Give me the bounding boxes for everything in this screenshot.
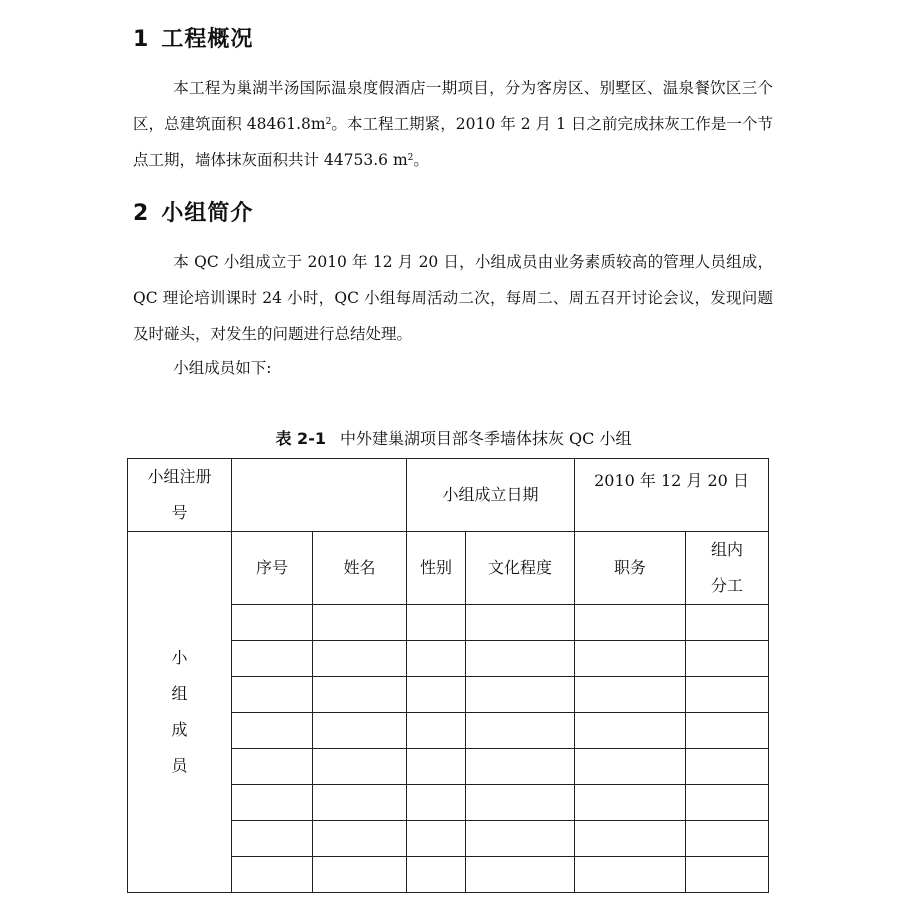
- section-2-number: 2: [133, 201, 150, 226]
- table-cell: [232, 605, 313, 641]
- table-caption: [0, 428, 907, 450]
- section-1-number: 1: [133, 27, 150, 52]
- table-cell: [466, 713, 575, 749]
- qc-group-table: [127, 458, 769, 893]
- table-cell: [686, 821, 769, 857]
- table-cell: [407, 605, 466, 641]
- members-label-char: 成: [171, 720, 188, 739]
- superscript-2-b: 2: [407, 153, 414, 163]
- table-caption-title: 中外建巢湖项目部冬季墙体抹灰 QC 小组: [339, 429, 632, 448]
- table-cell: [407, 749, 466, 785]
- table-cell: [686, 857, 769, 893]
- registration-row: [128, 459, 769, 532]
- column-header-name: 姓名: [313, 532, 407, 605]
- table-cell: [686, 749, 769, 785]
- members-label-cell: [128, 532, 232, 893]
- table-cell: [407, 641, 466, 677]
- table-cell: [313, 713, 407, 749]
- table-cell: [313, 677, 407, 713]
- establish-date-value: 2010 年 12 月 20 日: [575, 459, 769, 532]
- column-header-education: 文化程度: [466, 532, 575, 605]
- table-cell: [686, 641, 769, 677]
- section-2-heading: [133, 196, 253, 227]
- column-header-seq: 序号: [232, 532, 313, 605]
- table-cell: [407, 713, 466, 749]
- table-cell: [407, 785, 466, 821]
- table-cell: [313, 857, 407, 893]
- table-cell: [313, 749, 407, 785]
- table-cell: [313, 785, 407, 821]
- table-cell: [686, 677, 769, 713]
- table-cell: [466, 605, 575, 641]
- column-header-gender: 性别: [407, 532, 466, 605]
- table-cell: [232, 785, 313, 821]
- member-header-row: [128, 532, 769, 605]
- table-cell: [575, 641, 686, 677]
- table-cell: [232, 749, 313, 785]
- table-cell: [466, 785, 575, 821]
- column-header-role-line1: 组内: [711, 540, 744, 559]
- table-cell: [686, 713, 769, 749]
- section-1-text-a: 本工程为巢湖半汤国际温泉度假酒店一期项目，分为客房区、别墅区、温泉餐饮区三个区，总建筑面积 48461.8m: [133, 79, 773, 133]
- table-cell: [466, 857, 575, 893]
- table-cell: [232, 677, 313, 713]
- table-cell: [466, 749, 575, 785]
- table-cell: [466, 641, 575, 677]
- members-label-char: 组: [171, 684, 188, 703]
- section-2-paragraph: 本 QC 小组成立于 2010 年 12 月 20 日，小组成员由业务素质较高的管理人员组成， QC 理论培训课时 24 小时，QC 小组每周活动二次，每周二、周五召开讨论会议，发现问题及时碰头，对发生的问题进行总结处理。: [133, 253, 773, 343]
- table-cell: [232, 713, 313, 749]
- registration-value-cell: [232, 459, 407, 532]
- table-cell: [466, 821, 575, 857]
- registration-label-line2: 号: [171, 503, 188, 522]
- column-header-position: 职务: [575, 532, 686, 605]
- section-1-paragraph: [133, 70, 773, 178]
- table-cell: [232, 821, 313, 857]
- table-cell: [686, 785, 769, 821]
- column-header-role-line2: 分工: [711, 576, 744, 595]
- registration-label-line1: 小组注册: [147, 467, 212, 486]
- table-cell: [407, 821, 466, 857]
- table-cell: [575, 605, 686, 641]
- superscript-2-a: 2: [325, 117, 332, 127]
- table-cell: [232, 641, 313, 677]
- table-cell: [313, 605, 407, 641]
- section-1-text-end: 。: [413, 151, 429, 169]
- table-cell: [575, 713, 686, 749]
- section-2-title: 小组简介: [161, 201, 254, 226]
- section-1-heading: [133, 22, 253, 53]
- table-cell: [575, 785, 686, 821]
- section-1-title: 工程概况: [161, 27, 254, 52]
- table-cell: [407, 857, 466, 893]
- table-cell: [575, 677, 686, 713]
- table-cell: [575, 821, 686, 857]
- table-cell: [575, 857, 686, 893]
- members-label-char: 员: [171, 756, 188, 775]
- table-cell: [686, 605, 769, 641]
- table-caption-number: 表 2-1: [275, 429, 326, 448]
- members-intro: 小组成员如下:: [173, 359, 272, 377]
- table-cell: [575, 749, 686, 785]
- table-cell: [313, 821, 407, 857]
- registration-label-cell: [128, 459, 232, 532]
- table-cell: [313, 641, 407, 677]
- members-label-char: 小: [171, 648, 188, 667]
- establish-date-label: 小组成立日期: [407, 459, 575, 532]
- table-cell: [232, 857, 313, 893]
- column-header-role: [686, 532, 769, 605]
- table-cell: [407, 677, 466, 713]
- section-1-text-b: 。本工程工期紧，2010 年 2 月 1 日之前完成抹灰工作是一个节点工期，墙体抹灰面积共计 44753.6 m: [133, 115, 773, 169]
- table-cell: [466, 677, 575, 713]
